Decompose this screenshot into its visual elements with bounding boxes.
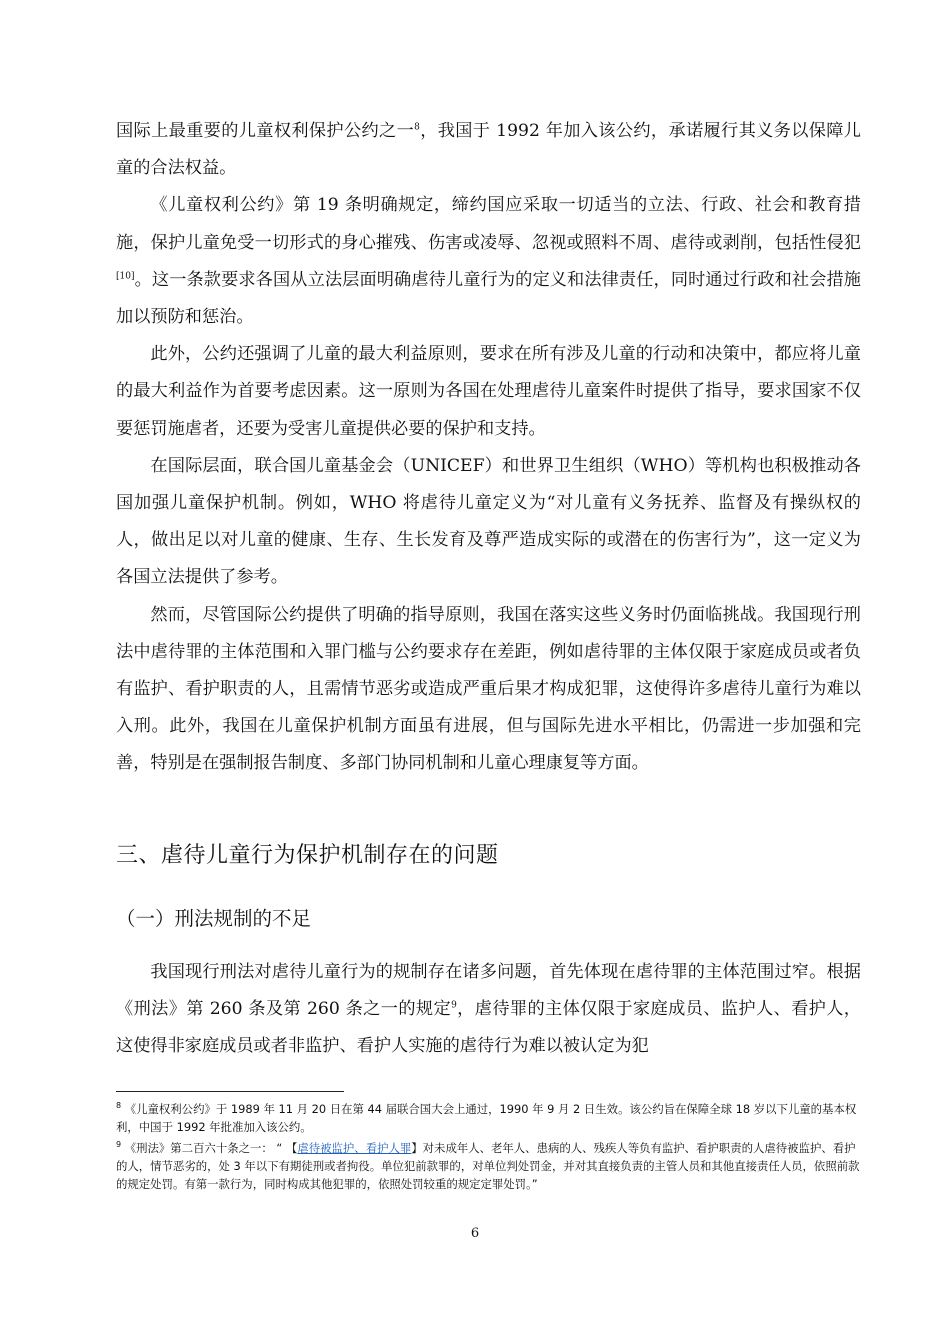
footnote-number: 8	[116, 1101, 122, 1111]
paragraph-text: 《儿童权利公约》第 19 条明确规定，缔约国应采取一切适当的立法、行政、社会和教育措施，保护儿童免受一切形式的身心摧残、伤害或凌辱、忽视或照料不周、虐待或剥削，包括性侵犯	[116, 195, 861, 253]
body-text-continued	[116, 954, 861, 1066]
paragraph-text: 我国现行刑法对虐待儿童行为的规制存在诸多问题，首先体现在虐待罪的主体范围过窄。根据《刑法》第 260 条及第 260 条之一的规定	[116, 962, 861, 1020]
footnote-number: 9	[116, 1139, 122, 1149]
paragraph-6	[116, 954, 861, 1066]
paragraph-1	[116, 113, 861, 187]
paragraph-text: 。这一条款要求各国从立法层面明确虐待儿童行为的定义和法律责任，同时通过行政和社会措施加以预防和惩治。	[116, 269, 861, 328]
paragraph-2	[116, 187, 861, 336]
footnote-separator	[116, 1091, 344, 1092]
citation-ref-10[interactable]: [10]	[116, 271, 135, 282]
footnote-9	[116, 1139, 861, 1194]
paragraph-3: 此外，公约还强调了儿童的最大利益原则，要求在所有涉及儿童的行动和决策中，都应将儿童的最大利益作为首要考虑因素。这一原则为各国在处理虐待儿童案件时提供了指导，要求国家不仅要惩罚施虐者，还要为受害儿童提供必要的保护和支持。	[116, 344, 861, 439]
footnote-8	[116, 1100, 861, 1137]
section-heading: 三、虐待儿童行为保护机制存在的问题	[116, 843, 499, 868]
paragraph-4: 在国际层面，联合国儿童基金会（UNICEF）和世界卫生组织（WHO）等机构也积极推动各国加强儿童保护机制。例如，WHO 将虐待儿童定义为“对儿童有义务抚养、监督及有操纵权的人，做出足以对儿童的健康、生存、生长发育及尊严造成实际的或潜在的伤害行为”，这一定义为各国立法提供了参考。	[116, 455, 861, 588]
footnote-link[interactable]: 虐待被监护、看护人罪	[297, 1140, 412, 1155]
paragraph-text: 国际上最重要的儿童权利保护公约之一	[116, 121, 415, 141]
paragraph-5: 然而，尽管国际公约提供了明确的指导原则，我国在落实这些义务时仍面临挑战。我国现行刑法中虐待罪的主体范围和入罪门槛与公约要求存在差距，例如虐待罪的主体仅限于家庭成员或者负有监护、看护职责的人，且需情节恶劣或造成严重后果才构成犯罪，这使得许多虐待儿童行为难以入刑。此外，我国在儿童保护机制方面虽有进展，但与国际先进水平相比，仍需进一步加强和完善，特别是在强制报告制度、多部门协同机制和儿童心理康复等方面。	[116, 604, 861, 774]
paragraph-text: ，虐待罪的主体仅限于家庭成员、监护人、看护人，这使得非家庭成员或者非监护、看护人实施的虐待行为难以被认定为犯	[116, 999, 861, 1057]
footnotes	[116, 1100, 861, 1195]
body-text	[116, 113, 861, 783]
footnote-text: 《刑法》第二百六十条之一： “ 【	[124, 1140, 298, 1155]
footnote-text: 《儿童权利公约》于 1989 年 11 月 20 日在第 44 届联合国大会上通过，1990 年 9 月 2 日生效。该公约旨在保障全球 18 岁以下儿童的基本权利，中国于 1992 年批准加入该公约。	[116, 1102, 857, 1135]
subsection-heading: （一）刑法规制的不足	[116, 907, 312, 930]
footnote-text: 】对未成年人、老年人、患病的人、残疾人等负有监护、看护职责的人虐待被监护、看护的人，情节恶劣的，处 3 年以下有期徒刑或者拘役。单位犯前款罪的，对单位判处罚金，并对其直接负责的主管人员和其他直接责任人员，依照前款的规定处罚。有第一款行为，同时构成其他犯罪的，依照处罚较重的规定定罪处罚。”	[116, 1140, 860, 1192]
paragraph-text: ，我国于 1992 年加入该公约，承诺履行其义务以保障儿童的合法权益。	[116, 121, 861, 179]
footnote-ref-9[interactable]: 9	[451, 1000, 457, 1011]
footnote-ref-8[interactable]: 8	[414, 122, 420, 133]
page-number: 6	[470, 1226, 480, 1241]
